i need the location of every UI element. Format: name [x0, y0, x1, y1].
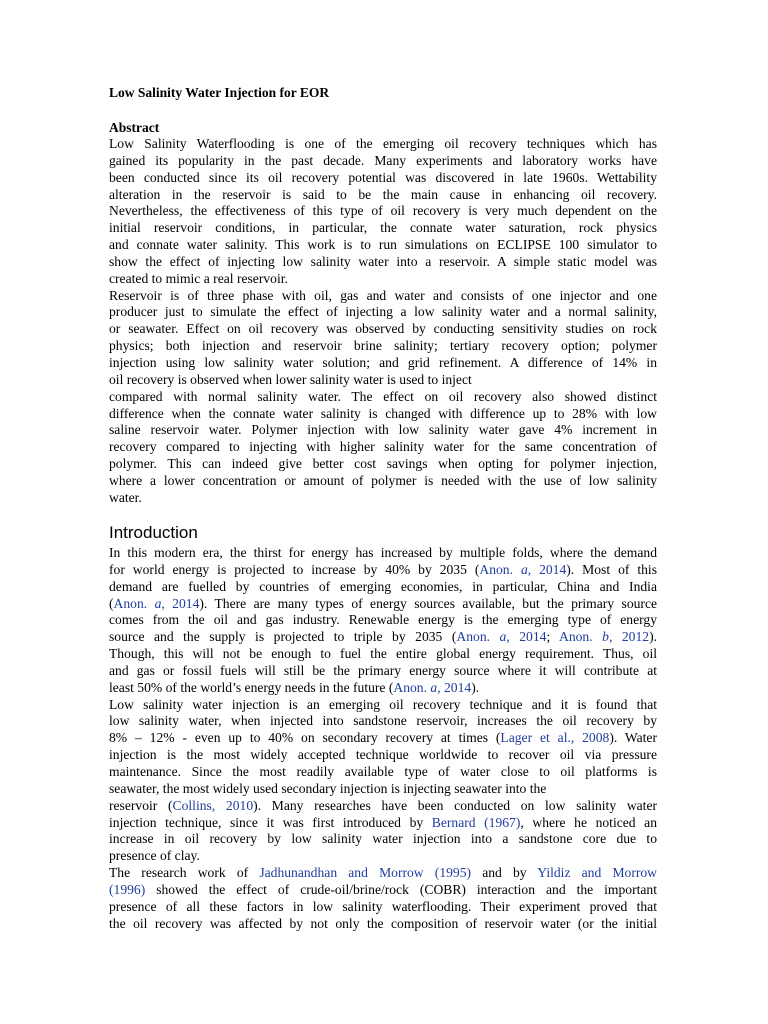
citation-link[interactable] [559, 629, 649, 644]
citation-link[interactable]: (1996) [109, 881, 146, 897]
intro-line: Low salinity water injection is an emerging oil recovery technique and it is found that [109, 696, 657, 712]
citation-link[interactable] [456, 629, 546, 644]
citation-link[interactable]: Bernard (1967) [431, 814, 521, 830]
abstract-line: gained its popularity in the past decade. Many experiments and laboratory works have [109, 152, 657, 168]
intro-line [109, 798, 657, 815]
introduction-heading: Introduction [109, 523, 198, 542]
text-run: showed the effect of crude-oil/brine/rock (COBR) interaction and the important [145, 881, 657, 897]
intro-line [109, 882, 657, 899]
abstract-line: or seawater. Effect on oil recovery was observed by conducting sensitivity studies on rock [109, 321, 657, 337]
citation-suffix: a [154, 595, 162, 611]
abstract-line: Nevertheless, the effectiveness of this type of oil recovery is very much dependent on the [109, 203, 657, 219]
citation-suffix: a [430, 679, 438, 695]
intro-line: low salinity water, when injected into sandstone reservoir, increases the oil recovery by [109, 713, 657, 729]
intro-line: maintenance. Since the most readily available type of water close to oil platforms is [109, 763, 657, 779]
intro-line [109, 865, 657, 882]
text-run: least 50% of the world’s energy needs in the future ( [109, 679, 394, 695]
intro-line [109, 629, 657, 646]
paper-title: Low Salinity Water Injection for EOR [109, 85, 330, 100]
intro-line [109, 562, 657, 579]
abstract-line: oil recovery is observed when lower salinity water is used to inject [109, 371, 472, 387]
intro-line: In this modern era, the thirst for energy has increased by multiple folds, where the demand [109, 545, 657, 560]
intro-line [109, 730, 657, 747]
text-run: and by [471, 865, 538, 881]
abstract-line: created to mimic a real reservoir. [109, 270, 288, 286]
introduction-body [109, 545, 657, 932]
citation-text: Anon. [479, 561, 521, 577]
abstract-line: producer just to simulate the effect of injecting a low salinity water and a normal salinity, [109, 304, 657, 320]
text-run: reservoir ( [109, 797, 173, 813]
abstract-body [109, 136, 657, 507]
abstract-line: injection using low salinity water solution; and grid refinement. A difference of 14% in [109, 354, 657, 370]
citation-text: Anon. [559, 629, 603, 645]
intro-line: and gas or fossil fuels will still be the primary energy source where it will contribute at [109, 662, 657, 678]
citation-year: , 2014 [506, 629, 547, 645]
citation-year: , 2012 [608, 629, 650, 645]
citation-link[interactable] [114, 596, 200, 611]
citation-link[interactable] [393, 680, 471, 695]
text-run: ). [471, 679, 480, 695]
abstract-line: physics; both injection and reservoir brine salinity; tertiary recovery option; polymer [109, 338, 657, 354]
text-run: ). [649, 629, 657, 645]
abstract-line: and connate water salinity. This work is to run simulations on ECLIPSE 100 simulator to [109, 237, 657, 253]
intro-line: demand are fuelled by countries of emerging economies, in particular, China and India [109, 578, 657, 594]
citation-text: Anon. [393, 679, 431, 695]
text-run: ). Water [609, 730, 657, 746]
abstract-line: Low Salinity Waterflooding is one of the emerging oil recovery techniques which has [109, 136, 657, 151]
text-run: ( [109, 595, 114, 611]
text-run: ; [546, 629, 560, 645]
text-run: injection technique, since it was first introduced by [109, 814, 432, 830]
intro-line: Though, this will not be enough to fuel the entire global energy requirement. Thus, oil [109, 646, 657, 662]
citation-text: Anon. [113, 595, 155, 611]
citation-link[interactable]: Yildiz and Morrow [537, 865, 657, 881]
text-run: ). There are many types of energy sources available, but the primary source [199, 595, 657, 611]
intro-line: seawater, the most widely used secondary injection is injecting seawater into the [109, 780, 547, 796]
citation-link[interactable]: Collins, 2010 [172, 797, 254, 813]
intro-line: comes from the oil and gas industry. Renewable energy is the emerging type of energy [109, 612, 657, 628]
abstract-line: polymer. This can indeed give better cost savings when opting for polymer injection, [109, 456, 657, 472]
text-run: source and the supply is projected to triple by 2035 ( [109, 629, 457, 645]
abstract-line: alteration in the reservoir is said to be the main cause in enhancing oil recovery. [109, 186, 657, 202]
citation-year: , 2014 [527, 561, 567, 577]
abstract-line: where a lower concentration or amount of polymer is needed with the use of low salinity [109, 472, 657, 488]
abstract-line: compared with normal salinity water. The effect on oil recovery also showed distinct [109, 388, 657, 404]
citation-year: , 2014 [161, 595, 200, 611]
intro-line: injection is the most widely accepted technique worldwide to recover oil via pressure [109, 747, 657, 763]
intro-line: presence of clay. [109, 848, 200, 864]
text-run: , where he noticed an [520, 814, 657, 830]
citation-link[interactable] [479, 562, 566, 577]
citation-text: Anon. [456, 629, 500, 645]
text-run: 8% – 12% - even up to 40% on secondary recovery at times ( [109, 730, 501, 746]
intro-line: increase in oil recovery by low salinity water injection into a sandstone core due to [109, 831, 657, 847]
intro-line [109, 596, 657, 613]
intro-line: the oil recovery was affected by not only the composition of reservoir water (or the initial [109, 915, 657, 931]
citation-link[interactable]: Jadhunandhan and Morrow (1995) [259, 865, 472, 881]
intro-line [109, 680, 657, 697]
citation-suffix: a [520, 561, 528, 577]
intro-line: presence of all these factors in low salinity waterflooding. Their experiment proved that [109, 898, 657, 914]
intro-line [109, 815, 657, 832]
text-run: The research work of [109, 865, 260, 881]
abstract-line: saline reservoir water. Polymer injection with low salinity water gave 4% increment in [109, 422, 657, 438]
citation-link[interactable]: Lager et al., 2008 [500, 730, 610, 746]
abstract-line: Reservoir is of three phase with oil, gas and water and consists of one injector and one [109, 287, 657, 303]
citation-year: , 2014 [437, 679, 472, 695]
citation-suffix: a [499, 629, 507, 645]
citation-suffix: b [602, 629, 609, 645]
text-run: for world energy is projected to increase by 40% by 2035 ( [109, 561, 480, 577]
text-run: ). Most of this [566, 561, 657, 577]
abstract-line: difference when the connate water salinity is changed with difference up to 28% with low [109, 405, 657, 421]
abstract-line: initial reservoir conditions, in particular, the connate water saturation, rock physics [109, 220, 657, 236]
abstract-line: show the effect of injecting low salinity water into a reservoir. A simple static model was [109, 253, 657, 269]
abstract-line: water. [109, 489, 142, 505]
text-run: ). Many researches have been conducted on low salinity water [253, 797, 657, 813]
abstract-line: recovery compared to injecting with higher salinity water for the same concentration of [109, 439, 657, 455]
abstract-heading: Abstract [109, 120, 160, 135]
abstract-line: been conducted since its oil recovery potential was discovered in late 1960s. Wettability [109, 169, 657, 185]
